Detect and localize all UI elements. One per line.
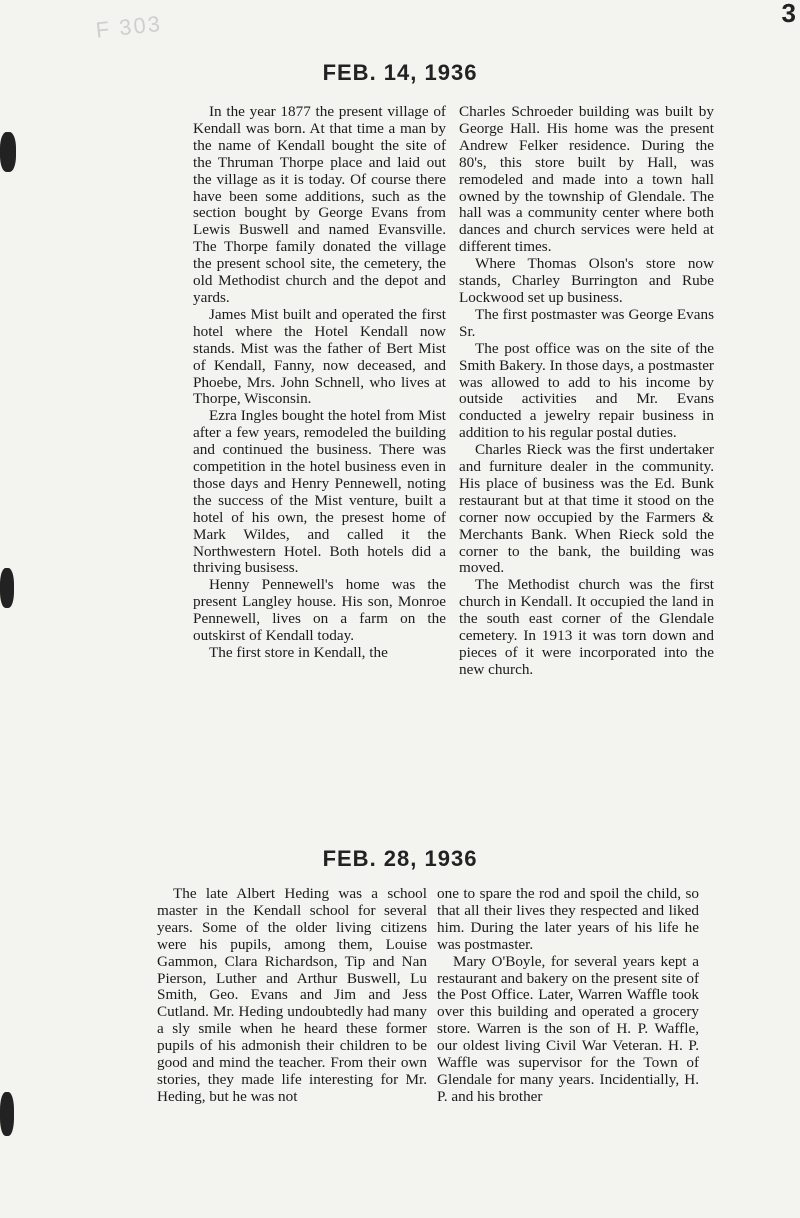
paragraph: In the year 1877 the present village of Kendall was born. At that time a man by the name of Kendall bought the site of the Thruman Thorpe place and laid out the village as it is today. Of course there have been some additions, such as the section bought by George Evans from Lewis Buswell and named Evansville. The Thorpe family donated the village the present school site, the cemetery, the old Methodist church and the depot and yards. (193, 103, 446, 306)
paragraph: Charles Rieck was the first undertaker and furniture dealer in the community. His place of business was the Ed. Bunk restaurant but at that time it stood on the corner now occupied by the Farmers & Merchants Bank. When Rieck sold the corner to the bank, the building was moved. (459, 441, 714, 577)
paragraph: Where Thomas Olson's store now stands, Charley Burrington and Rube Lockwood set up business. (459, 255, 714, 306)
article-column-left (193, 104, 446, 662)
article-column-left (157, 886, 427, 1106)
paragraph: James Mist built and operated the first hotel where the Hotel Kendall now stands. Mist was the father of Bert Mist of Kendall, Fanny, now deceased, and Phoebe, Mrs. John Schnell, who lives at Thorpe, Wisconsin. (193, 305, 446, 408)
paragraph: Charles Schroeder building was built by George Hall. His home was the present Andrew Felker residence. During the 80's, this store built by Hall, was remodeled and made into a town hall owned by the township of Glendale. The hall was a community center where both dances and church services were held at different times. (459, 103, 714, 256)
paragraph: Ezra Ingles bought the hotel from Mist after a few years, remodeled the building and continued the business. There was competition in the hotel business even in those days and Henry Pennewell, noting the success of the Mist venture, built a hotel of his own, the presest home of Mark Wildes, and called it the Northwestern Hotel. Both hotels did a thriving busisess. (193, 407, 446, 577)
paragraph: The Methodist church was the first church in Kendall. It occupied the land in the south east corner of the Glendale cemetery. In 1913 it was torn down and pieces of it were incorporated into the new church. (459, 576, 714, 678)
paragraph: The first store in Kendall, the (209, 644, 388, 661)
paragraph: Mary O'Boyle, for several years kept a restaurant and bakery on the present site of the Post Office. Later, Warren Waffle took over this building and operated a grocery store. Warren is the son of H. P. Waffle, our oldest living Civil War Veteran. H. P. Waffle was supervisor for the Town of Glendale for many years. Incidentially, H. P. and his brother (437, 952, 699, 1105)
scan-mark (0, 1092, 14, 1136)
paragraph: The post office was on the site of the Smith Bakery. In those days, a postmaster was allowed to add to his income by outside activities and Mr. Evans conducted a jewelry repair business in addition to his regular postal duties. (459, 339, 714, 442)
faded-stamp: F 303 (94, 10, 164, 43)
section-date-heading: FEB. 28, 1936 (322, 846, 478, 871)
scan-mark (0, 132, 16, 172)
paragraph: The first postmaster was George Evans Sr. (459, 305, 714, 340)
paragraph: Henny Pennewell's home was the present Langley house. His son, Monroe Pennewell, lives on a farm on the outskirst of Kendall today. (193, 576, 446, 645)
page-number: 3 (781, 0, 796, 28)
scan-mark (0, 568, 14, 608)
section-date-heading: FEB. 14, 1936 (322, 60, 478, 85)
paragraph: The late Albert Heding was a school master in the Kendall school for several years. Some of the older living citizens were his pupils, among them, Louise Gammon, Clara Richardson, Tip and Nan Pierson, Luther and Arthur Buswell, Lu Smith, Geo. Evans and Jim and Jess Cutland. Mr. Heding undoubtedly had many a sly smile when he heard these former pupils of his admonish their children to be good and mind the teacher. From their own stories, they made life interesting for Mr. Heding, but he was not (157, 885, 427, 1105)
paragraph: one to spare the rod and spoil the child, so that all their lives they respected and liked him. During the later years of his life he was postmaster. (437, 885, 699, 953)
article-column-right (459, 104, 714, 679)
article-column-right (437, 886, 699, 1106)
